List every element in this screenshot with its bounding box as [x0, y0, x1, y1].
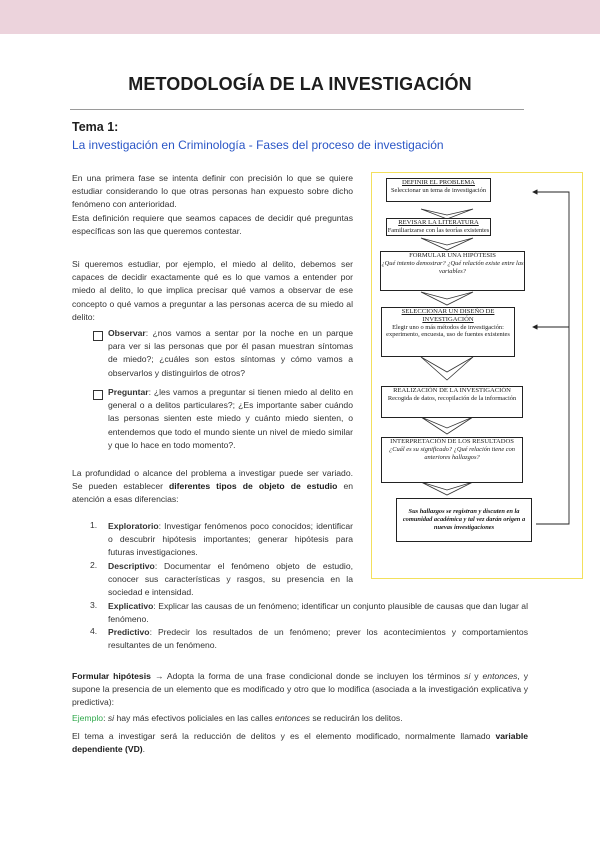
intro-paragraph-1: En una primera fase se intenta definir con precisión lo que se quiere estudiar considerando lo que otras personas han expuesto sobre dicho fenómeno con anterioridad. — [72, 173, 353, 210]
depth-text-end: en atención a esas diferencias: — [72, 481, 353, 505]
flow-arrow-icon — [421, 357, 473, 380]
conclusion-end: . — [142, 744, 146, 755]
flow-step-desc: Recogida de datos, recopilación de la información — [387, 394, 517, 402]
checkbox-icon — [93, 331, 103, 341]
top-color-band — [0, 0, 600, 34]
example-text: hay más efectivos policiales en las calles — [114, 713, 276, 723]
checklist-item-observar — [108, 327, 353, 380]
flow-step-hypothesis — [380, 251, 525, 291]
flow-step-title: SELECCIONAR UN DISEÑO DE INVESTIGACIÓN — [401, 308, 495, 323]
checklist-item-label: Observar — [108, 328, 146, 338]
conclusion-paragraph — [72, 730, 528, 756]
type-item-explicativo — [108, 600, 528, 626]
flow-step-desc: Seleccionar un tema de investigación — [390, 186, 487, 194]
flow-step-title: FORMULAR UNA HIPÓTESIS — [409, 252, 496, 259]
example-entonces: entonces — [275, 713, 310, 723]
flow-step-review-literature — [386, 218, 491, 236]
checklist-item-label: Preguntar — [108, 387, 149, 397]
example-si: si — [107, 713, 115, 723]
flow-step-research-design — [381, 307, 515, 357]
type-label: Exploratorio — [108, 521, 159, 531]
list-number: 4. — [90, 626, 98, 636]
example-text: se reducirán los delitos. — [309, 713, 403, 723]
type-text: : Documentar el fenómeno objeto de estudio, conocer sus características y rasgos, su presencia en la sociedad e intensidad. — [108, 561, 353, 598]
hypothesis-text: Adopta la forma de una frase condicional donde se incluyen los términos — [163, 671, 465, 681]
checklist-item-text: : ¿nos vamos a sentar por la noche en un parque para ver si las personas que por él pasan muestran síntomas de miedo?; ¿cuáles son estos síntomas y cómo vamos a observarlos y distinguirlos de otros? — [108, 328, 353, 378]
conclusion-text: El tema a investigar será la reducción de delitos y es el elemento modificado, normalmente llamado — [72, 731, 496, 741]
flow-arrow-icon — [421, 417, 473, 434]
hypothesis-label: Formular hipótesis — [72, 671, 151, 681]
flow-step-title: INTERPRETACIÓN DE LOS RESULTADOS — [390, 438, 514, 445]
flow-step-desc: Elegir uno o más métodos de investigación: experimento, encuesta, uso de fuentes existentes — [386, 323, 510, 339]
checklist-item-preguntar — [108, 386, 353, 452]
intro-paragraph-2: Esta definición requiere que seamos capaces de decidir qué preguntas específicas son las que queremos contestar. — [72, 213, 353, 237]
example-colon: : — [103, 713, 108, 723]
depth-text-start: La profundidad o alcance del problema a investigar puede ser variado. Se pueden establecer — [72, 468, 353, 492]
hypothesis-paragraph — [72, 670, 528, 710]
flow-step-conduct-research — [381, 386, 523, 418]
feedback-loop-line — [533, 192, 569, 524]
flow-arrow-icon — [421, 482, 473, 495]
term-entonces: entonces — [482, 671, 518, 681]
flow-arrow-icon — [421, 292, 473, 305]
flow-step-desc: Familiarizarse con las teorías existentes — [387, 226, 490, 234]
section-heading: Tema 1: — [72, 120, 119, 134]
checkbox-icon — [93, 390, 103, 400]
flow-arrow-icon — [421, 238, 473, 250]
flow-step-final: Sus hallazgos se registran y discuten en la comunidad académica y tal vez darán origen a nuevas investigaciones — [396, 498, 532, 542]
type-item-exploratorio — [108, 520, 353, 560]
conclusion-bold: variable dependiente (VD) — [72, 731, 528, 755]
depth-text-bold: diferentes tipos de objeto de estudio — [169, 481, 338, 492]
flow-step-desc: ¿Cuál es su significado? ¿Qué relación tiene con anteriores hallazgos? — [389, 445, 515, 461]
term-si: si — [464, 671, 471, 681]
list-number: 2. — [90, 560, 98, 570]
intro-paragraph-3: Si queremos estudiar, por ejemplo, el miedo al delito, debemos ser capaces de decidir exactamente qué es lo que vamos a entender por miedo al delito, lo que implica precisar qué vamos a observar de ese concepto o qué vamos a preguntar a las personas acerca de su miedo al delito: — [72, 259, 353, 322]
flow-step-title: DEFINIR EL PROBLEMA — [401, 179, 476, 186]
hypothesis-text: y — [470, 671, 483, 681]
example-label: Ejemplo — [72, 713, 104, 723]
flow-step-interpret-results — [381, 437, 523, 483]
flow-step-title: REALIZACIÓN DE LA INVESTIGACIÓN — [393, 387, 511, 394]
page-title: METODOLOGÍA DE LA INVESTIGACIÓN — [128, 74, 472, 94]
depth-paragraph — [72, 467, 353, 507]
flow-step-title: REVISAR LA LITERATURA — [398, 219, 479, 226]
flow-step-define-problem — [386, 178, 491, 202]
list-number: 1. — [90, 520, 98, 530]
type-item-descriptivo — [108, 560, 353, 600]
title-divider — [70, 109, 524, 110]
type-label: Predictivo — [108, 627, 150, 637]
section-subtitle: La investigación en Criminología - Fases del proceso de investigación — [72, 138, 444, 152]
type-label: Descriptivo — [108, 561, 155, 571]
arrow-icon: → — [154, 671, 164, 681]
type-text: : Investigar fenómenos poco conocidos; identificar o descubrir hipótesis importantes; generar hipótesis para futuras investigaciones. — [108, 521, 353, 558]
type-item-predictivo — [108, 626, 528, 652]
type-text: : Explicar las causas de un fenómeno; identificar un conjunto plausible de causas que dan lugar al fenómeno. — [108, 601, 528, 625]
type-label: Explicativo — [108, 601, 154, 611]
example-line — [72, 712, 528, 725]
list-number: 3. — [90, 600, 98, 610]
flow-step-desc: ¿Qué intento demostrar? ¿Qué relación existe entre las variables? — [381, 259, 524, 275]
hypothesis-text: , y supone la presencia de un elemento que es modificado y otro que lo modifica (asociada a la investigación explicativa y predictiva): — [72, 671, 529, 708]
checklist-item-text: : ¿les vamos a preguntar si tienen miedo al delito en general o a delitos particulares?; ¿Es importante saber cuándo las personas sienten este miedo y cuánto miedo sienten, o entendemos que todo el mundo siente un nivel de miedo similar y que lo hace en todo momento?. — [108, 387, 353, 450]
type-text: : Predecir los resultados de un fenómeno; prever los acontecimientos y comportamientos resultantes de un fenómeno. — [108, 627, 528, 651]
